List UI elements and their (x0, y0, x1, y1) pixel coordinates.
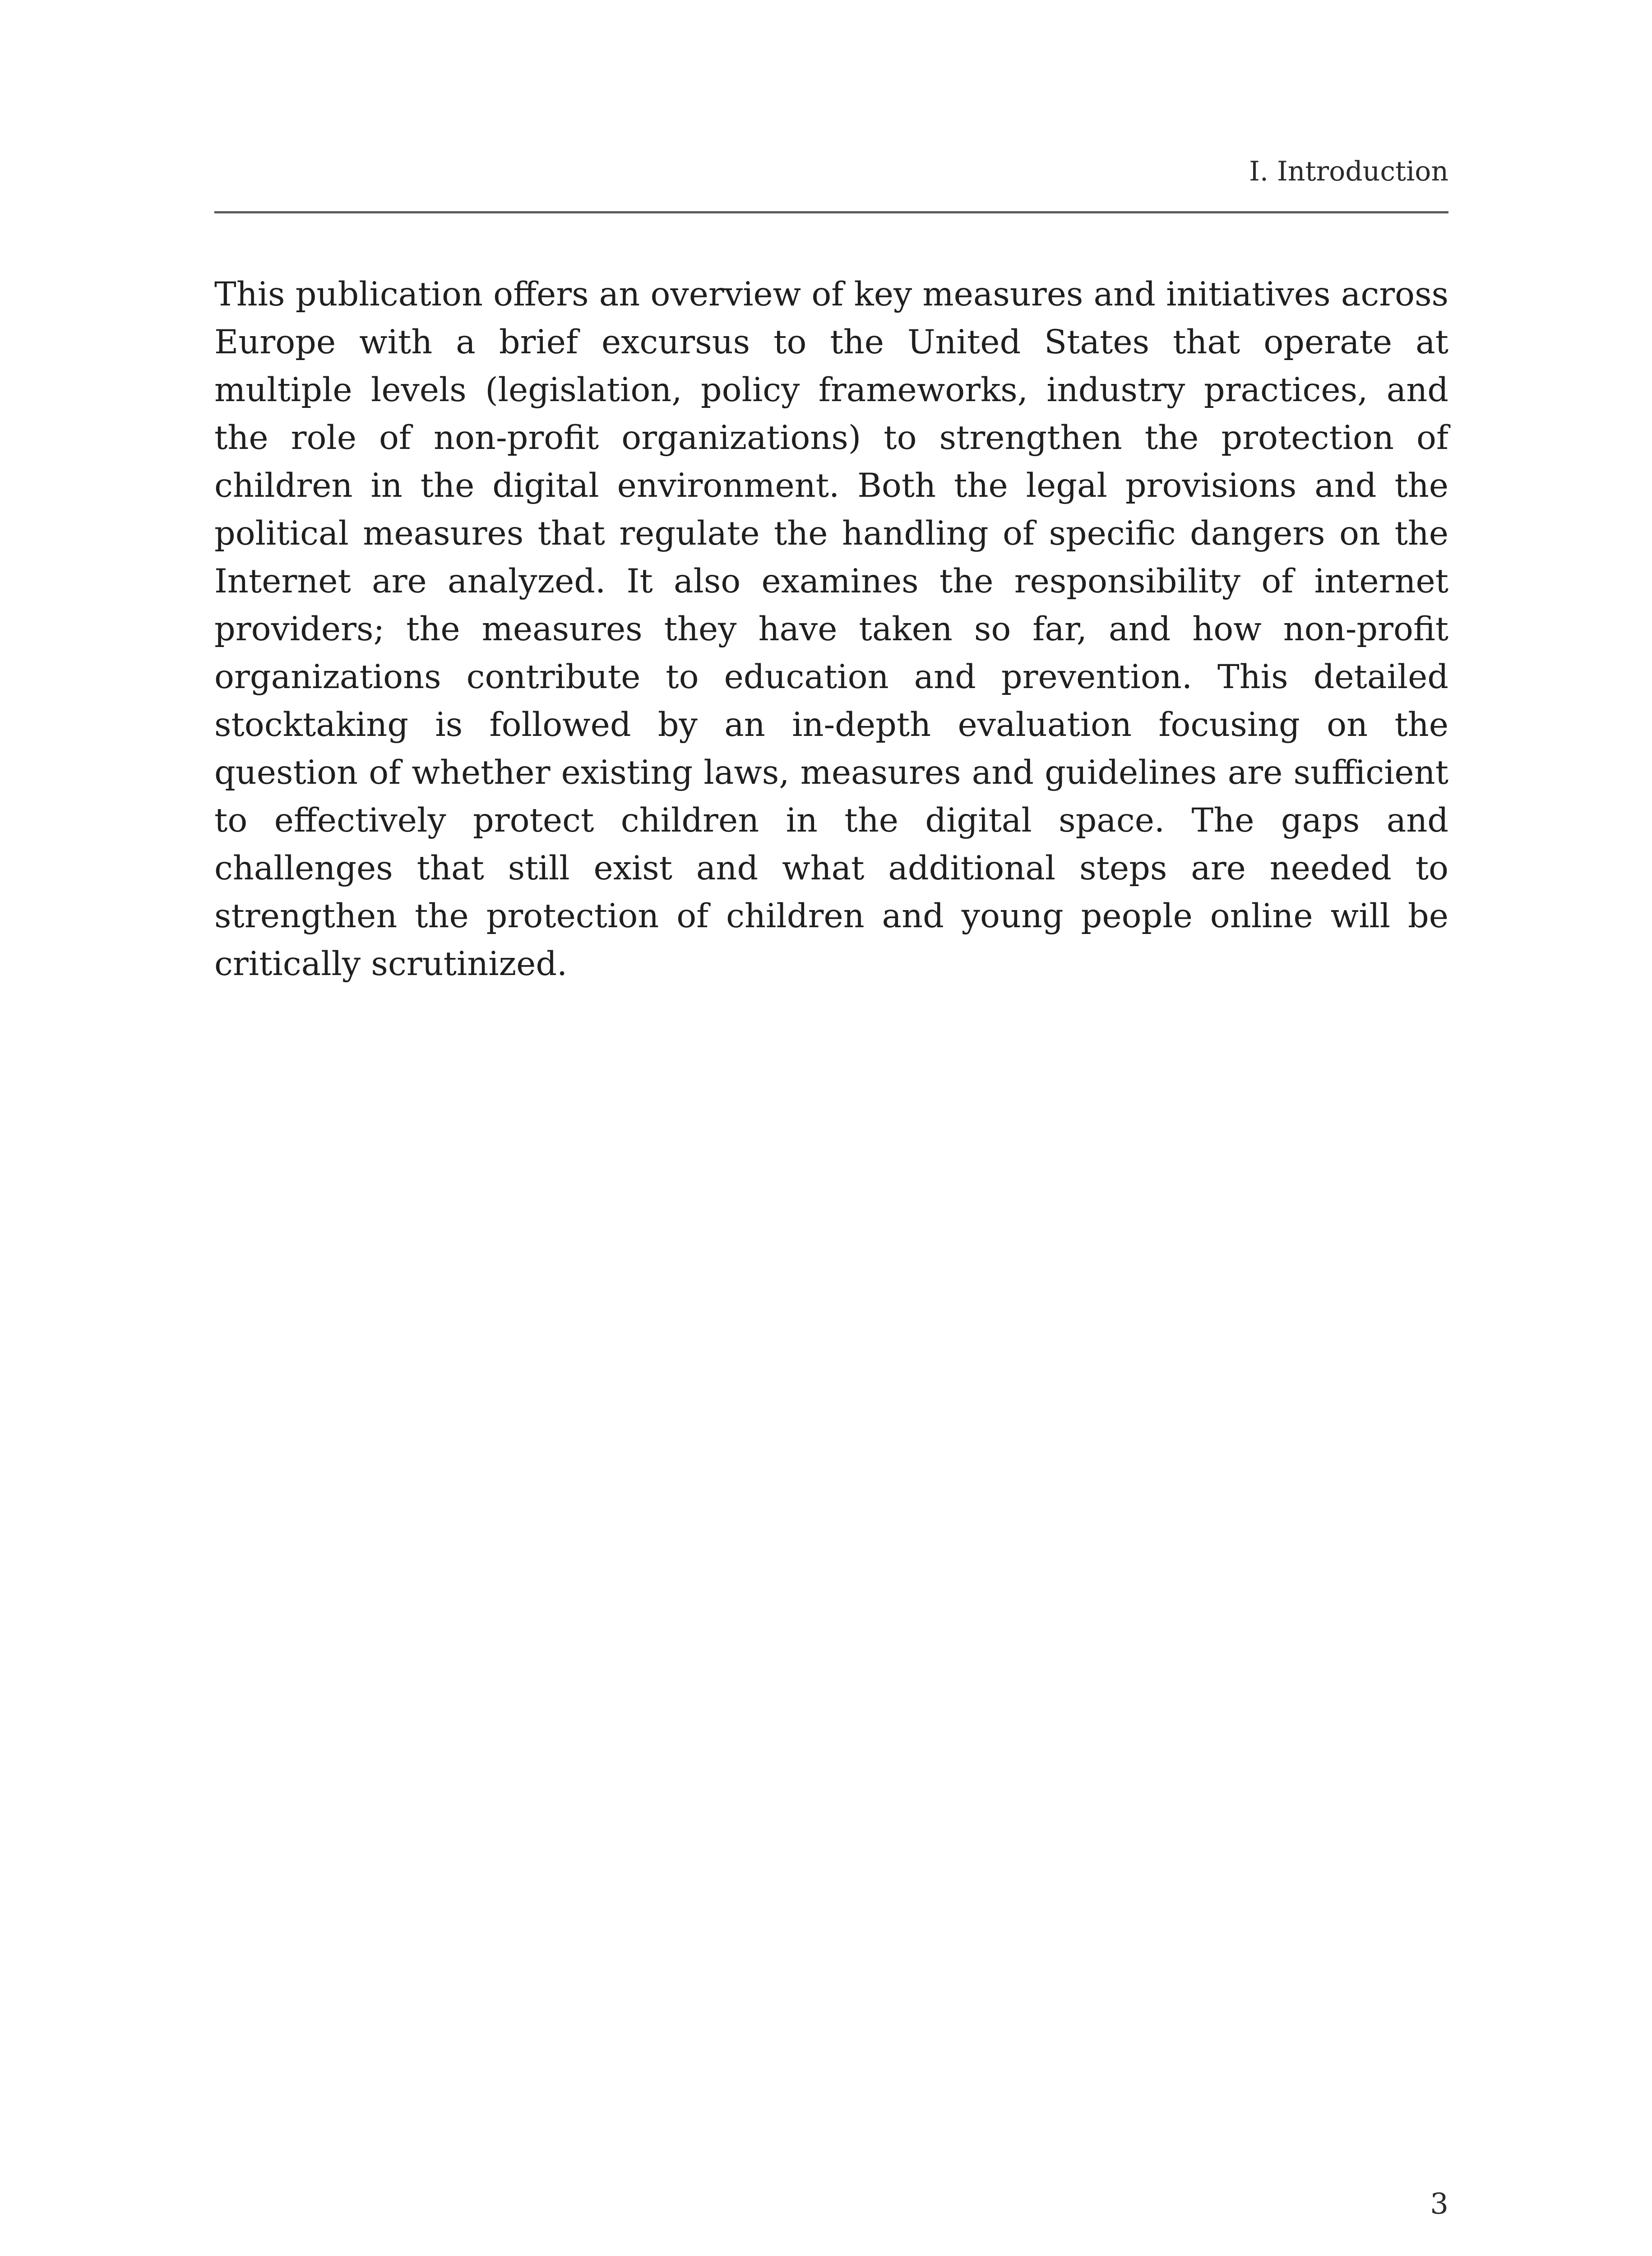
body-paragraph: This publication offers an overview of key measures and initiatives across Europe with a brief excursus to the United States that operate at multiple levels (legislation, policy frameworks, industry practices, and the role of non-profit organizations) to strengthen the protection of children in the digital environment. Both the legal provisions and the political measures that regulate the handling of specific dangers on the Internet are analyzed. It also examines the responsibility of internet providers; the measures they have taken so far, and how non-profit organizations contribute to education and prevention. This detailed stocktaking is followed by an in-depth evaluation focusing on the question of whether existing laws, measures and guidelines are sufficient to effectively protect children in the digital space. The gaps and challenges that still exist and what additional steps are needed to strengthen the protection of children and young people online will be critically scrutinized. (214, 275, 1448, 983)
page-number: 3 (1430, 2187, 1448, 2221)
header-rule (214, 211, 1448, 213)
running-head: I. Introduction (1249, 156, 1448, 187)
